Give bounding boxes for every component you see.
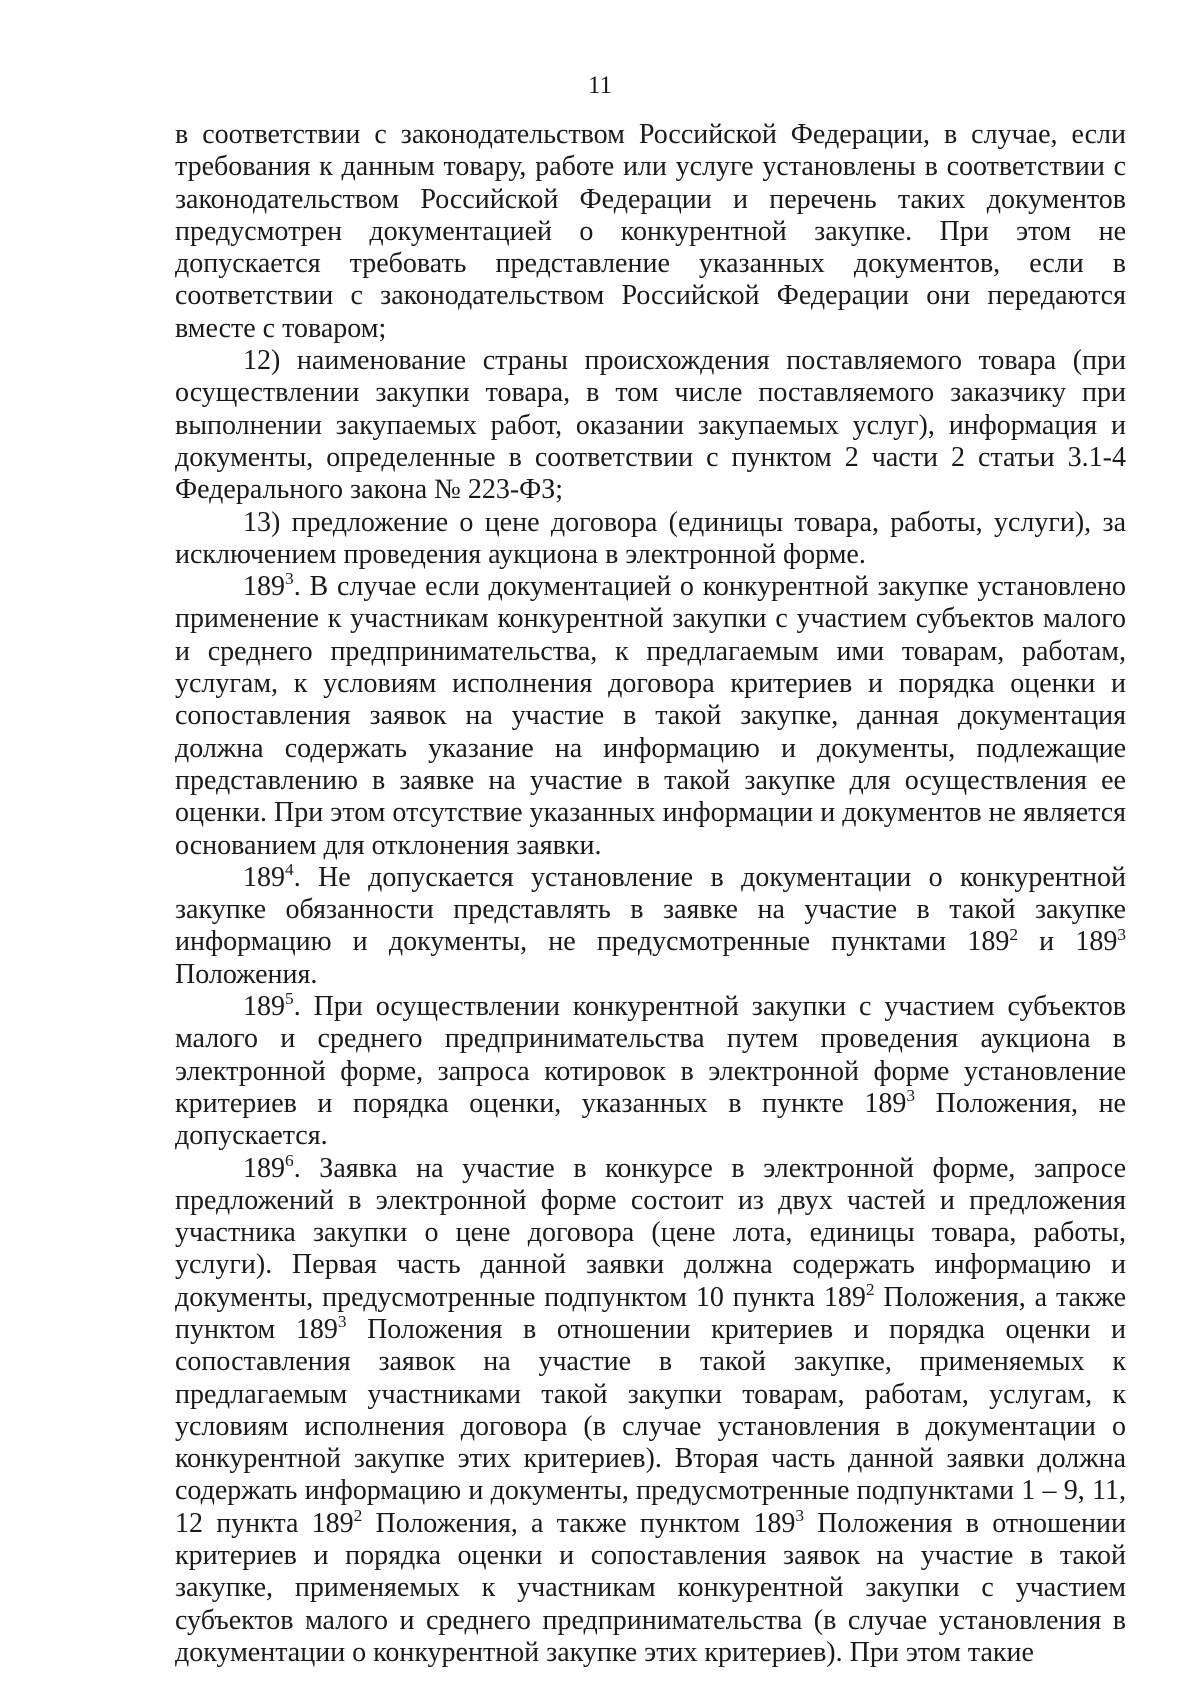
paragraph-text: Положения в отношении критериев и порядка оценки и сопоставления заявок на участие в такой закупке, применяемых к участникам конкурентной закупки с участием субъектов малого и среднего предпринимательства (в случае установления в документации о конкурентной закупке этих критериев). При этом такие [175, 1507, 1126, 1668]
clause-superscript: 5 [285, 989, 294, 1009]
clause-number: 189 [243, 991, 285, 1023]
document-body [175, 119, 1126, 1669]
paragraph-text: в соответствии с законодательством Российской Федерации, в случае, если требования к данным товару, работе или услуге установлены в соответствии с законодательством Российской Федерации и перечень таких документов предусмотрен документацией о конкурентной закупке. При этом не допускается требовать представление указанных документов, если в соответствии с законодательством Российской Федерации они передаются вместе с товаром; [175, 119, 1126, 344]
clause-number: 189 [243, 861, 285, 893]
paragraph-continuation [175, 119, 1126, 345]
clause-number: 189 [243, 1152, 285, 1184]
paragraph-text: 12) наименование страны происхождения поставляемого товара (при осуществлении закупки товара, в том числе поставляемого заказчику при выполнении закупаемых работ, оказании закупаемых услуг), информация и документы, определенные в соответствии с пунктом 2 части 2 статьи 3.1-4 Федерального закона № 223-ФЗ; [175, 345, 1126, 506]
paragraph-189-5 [175, 991, 1126, 1152]
paragraph-189-4 [175, 862, 1126, 991]
clause-superscript: 3 [285, 569, 294, 589]
paragraph-189-6 [175, 1150, 1126, 1670]
clause-superscript: 6 [285, 1150, 294, 1170]
paragraph-text: . Заявка на участие в конкурсе в электронной форме, запросе предложений в электронной форме состоит из двух частей и предложения участника закупки о цене договора (цене лота, единицы товара, работы, услуги). Первая часть данной заявки должна содержать информацию и документы, предусмотренные подпунктом 10 пункта 189 [175, 1152, 1126, 1313]
paragraph-text: Положения, а также пунктом 189 [175, 1281, 1126, 1345]
reference-superscript: 3 [906, 1086, 916, 1106]
clause-number: 189 [243, 571, 285, 603]
paragraph-text: . При осуществлении конкурентной закупки с участием субъектов малого и среднего предпринимательства путем проведения аукциона в электронной форме, запроса котировок в электронной форме установление критериев и порядка оценки, указанных в пункте 189 [175, 991, 1126, 1119]
reference-superscript: 2 [865, 1279, 875, 1299]
reference-superscript: 3 [795, 1506, 805, 1526]
paragraph-text: Положения, не допускается. [175, 1087, 1126, 1152]
paragraph-text: и 189 [1018, 926, 1118, 958]
paragraph-text: . Не допускается установление в документации о конкурентной закупке обязанности представлять в заявке на участие в такой закупке информацию и документы, не предусмотренные пунктами 189 [175, 861, 1126, 958]
paragraph-text: Положения. [175, 958, 318, 990]
paragraph-189-3 [175, 571, 1126, 862]
reference-superscript: 2 [1009, 924, 1019, 944]
paragraph-text: 13) предложение о цене договора (единицы товара, работы, услуги), за исключением проведения аукциона в электронной форме. [175, 506, 1126, 570]
paragraph-text: Положения, а также пунктом 189 [362, 1507, 796, 1539]
page-number: 11 [587, 72, 613, 99]
paragraph-text: Положения в отношении критериев и порядка оценки и сопоставления заявок на участие в такой закупке, применяемых к предлагаемым участниками такой закупки товарам, работам, услугам, к условиям исполнения договора (в случае установления в документации о конкурентной закупке этих критериев). Вторая часть данной заявки должна содержать информацию и документы, предусмотренные подпунктами 1 – 9, 11, 12 пункта 189 [175, 1313, 1126, 1539]
paragraph-text: . В случае если документацией о конкурентной закупке установлено применение к участникам конкурентной закупки с участием субъектов малого и среднего предпринимательства, к предлагаемым ими товарам, работам, услугам, к условиям исполнения договора критериев и порядка оценки и сопоставления заявок на участие в такой закупке, данная документация должна содержать указание на информацию и документы, подлежащие представлению в заявке на участие в такой закупке для осуществления ее оценки. При этом отсутствие указанных информации и документов не является основанием для отклонения заявки. [175, 571, 1126, 861]
reference-superscript: 2 [353, 1506, 363, 1526]
paragraph-item-12 [175, 345, 1126, 506]
reference-superscript: 3 [337, 1312, 347, 1332]
clause-superscript: 4 [285, 860, 294, 880]
paragraph-item-13 [175, 507, 1126, 572]
reference-superscript: 3 [1117, 924, 1126, 944]
